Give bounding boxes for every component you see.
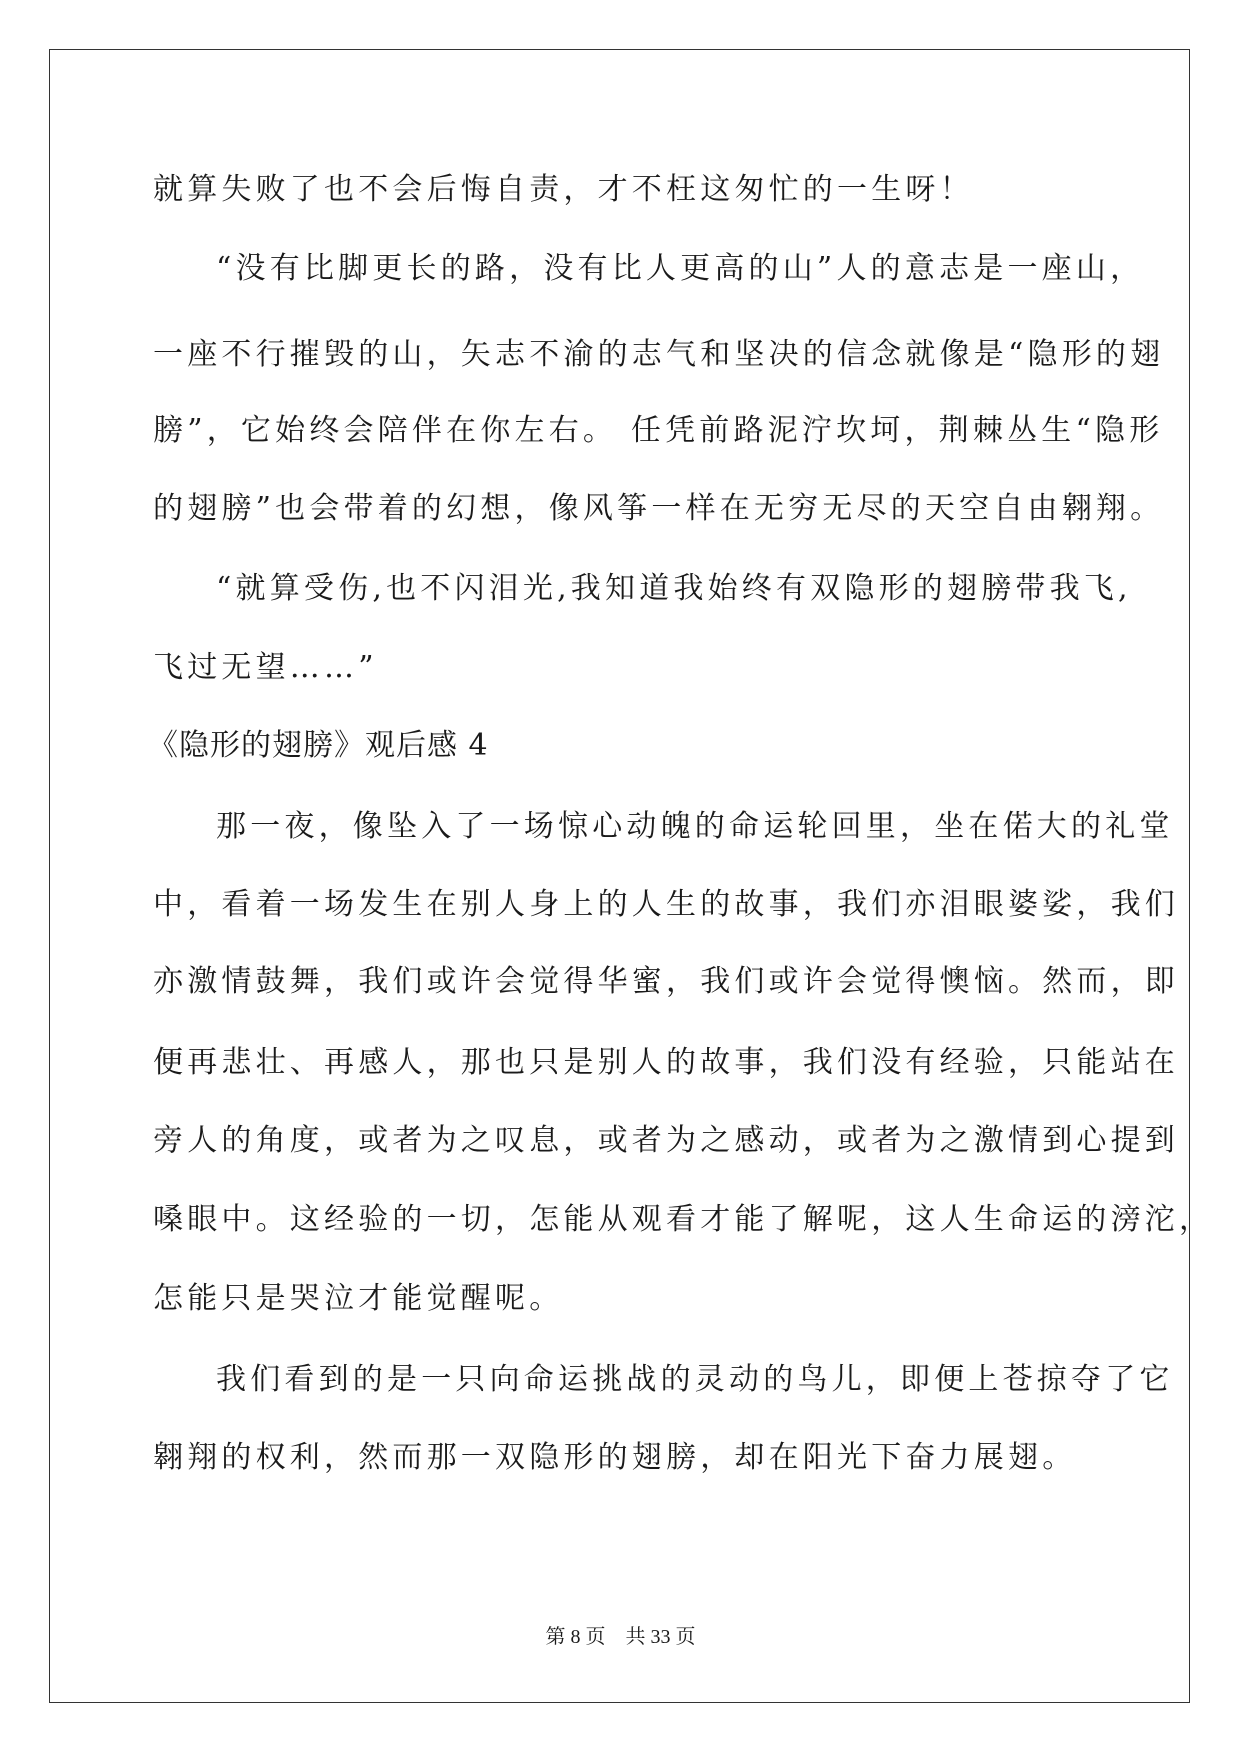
text-line: 嗓眼中。这经验的一切，怎能从观看才能了解呢，这人生命运的滂沱， (153, 1202, 1214, 1237)
text-line: 翱翔的权利，然而那一双隐形的翅膀，却在阳光下奋力展翅。 (153, 1440, 1077, 1475)
page-footer: 第 8 页 共 33 页 (545, 1626, 696, 1648)
section-heading: 《隐形的翅膀》观后感 4 (148, 728, 489, 763)
text-line: 我们看到的是一只向命运挑战的灵动的鸟儿，即便上苍掠夺了它 (216, 1362, 1174, 1397)
text-line: 飞过无望……” (153, 650, 378, 685)
text-line: 怎能只是哭泣才能觉醒呢。 (153, 1281, 564, 1316)
text-line: “没有比脚更长的路，没有比人更高的山”人的意志是一座山， (216, 251, 1145, 286)
text-line: 旁人的角度，或者为之叹息，或者为之感动，或者为之激情到心提到 (153, 1123, 1179, 1158)
text-line: 一座不行摧毁的山，矢志不渝的志气和坚决的信念就像是“隐形的翅 (153, 337, 1165, 372)
text-line: “就算受伤,也不闪泪光,我知道我始终有双隐形的翅膀带我飞, (216, 571, 1132, 606)
text-line: 那一夜，像坠入了一场惊心动魄的命运轮回里，坐在偌大的礼堂 (216, 809, 1174, 844)
text-line: 膀”，它始终会陪伴在你左右。 任凭前路泥泞坎坷，荆棘丛生“隐形 (153, 413, 1164, 448)
text-line: 中，看着一场发生在别人身上的人生的故事，我们亦泪眼婆娑，我们 (153, 887, 1179, 922)
text-line: 便再悲壮、再感人，那也只是别人的故事，我们没有经验，只能站在 (153, 1045, 1179, 1080)
text-line: 亦激情鼓舞，我们或许会觉得华蜜，我们或许会觉得懊恼。然而，即 (153, 964, 1179, 999)
text-line: 的翅膀”也会带着的幻想，像风筝一样在无穷无尽的天空自由翱翔。 (153, 491, 1165, 526)
text-line: 就算失败了也不会后悔自责，才不枉这匆忙的一生呀！ (153, 172, 974, 207)
